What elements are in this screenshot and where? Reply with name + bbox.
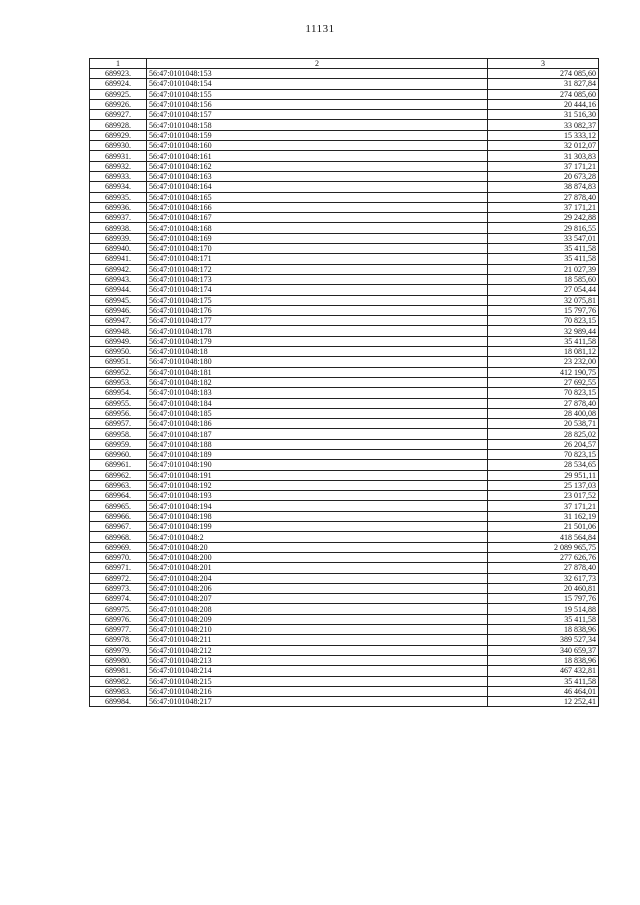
row-number-cell: 689931. <box>90 151 147 161</box>
cadastral-number-cell: 56:47:0101048:162 <box>147 161 488 171</box>
table-row <box>90 408 599 418</box>
table-row <box>90 532 599 542</box>
row-number-cell: 689977. <box>90 625 147 635</box>
table-row <box>90 697 599 707</box>
row-number-cell: 689934. <box>90 182 147 192</box>
cadastral-number-cell: 56:47:0101048:204 <box>147 573 488 583</box>
row-number-cell: 689972. <box>90 573 147 583</box>
cadastral-number-cell: 56:47:0101048:210 <box>147 625 488 635</box>
cadastral-value-cell: 37 171,21 <box>488 501 599 511</box>
table-header <box>90 59 599 69</box>
cadastral-number-cell: 56:47:0101048:216 <box>147 686 488 696</box>
row-number-cell: 689983. <box>90 686 147 696</box>
row-number-cell: 689978. <box>90 635 147 645</box>
cadastral-number-cell: 56:47:0101048:163 <box>147 171 488 181</box>
cadastral-value-cell: 12 252,41 <box>488 697 599 707</box>
table-row <box>90 223 599 233</box>
table-row <box>90 429 599 439</box>
cadastral-value-cell: 20 444,16 <box>488 99 599 109</box>
row-number-cell: 689929. <box>90 130 147 140</box>
cadastral-number-cell: 56:47:0101048:176 <box>147 305 488 315</box>
cadastral-number-cell: 56:47:0101048:213 <box>147 655 488 665</box>
row-number-cell: 689947. <box>90 316 147 326</box>
table-row <box>90 511 599 521</box>
cadastral-value-cell: 25 137,03 <box>488 480 599 490</box>
cadastral-number-cell: 56:47:0101048:208 <box>147 604 488 614</box>
cadastral-value-cell: 467 432,81 <box>488 666 599 676</box>
table-row <box>90 491 599 501</box>
cadastral-number-cell: 56:47:0101048:154 <box>147 79 488 89</box>
cadastral-value-cell: 32 989,44 <box>488 326 599 336</box>
row-number-cell: 689953. <box>90 377 147 387</box>
cadastral-number-cell: 56:47:0101048:183 <box>147 388 488 398</box>
cadastral-value-cell: 2 089 965,75 <box>488 542 599 552</box>
row-number-cell: 689958. <box>90 429 147 439</box>
table-row <box>90 233 599 243</box>
cadastral-number-cell: 56:47:0101048:209 <box>147 614 488 624</box>
row-number-cell: 689940. <box>90 244 147 254</box>
row-number-cell: 689970. <box>90 552 147 562</box>
row-number-cell: 689971. <box>90 563 147 573</box>
table-row <box>90 625 599 635</box>
table-row <box>90 563 599 573</box>
table-row <box>90 552 599 562</box>
cadastral-value-cell: 29 951,11 <box>488 470 599 480</box>
cadastral-number-cell: 56:47:0101048:207 <box>147 594 488 604</box>
cadastral-number-cell: 56:47:0101048:211 <box>147 635 488 645</box>
cadastral-number-cell: 56:47:0101048:168 <box>147 223 488 233</box>
row-number-cell: 689933. <box>90 171 147 181</box>
row-number-cell: 689965. <box>90 501 147 511</box>
cadastral-value-cell: 15 333,12 <box>488 130 599 140</box>
cadastral-value-cell: 29 242,88 <box>488 213 599 223</box>
cadastral-value-cell: 37 171,21 <box>488 202 599 212</box>
table-row <box>90 264 599 274</box>
table-row <box>90 99 599 109</box>
cadastral-number-cell: 56:47:0101048:177 <box>147 316 488 326</box>
row-number-cell: 689981. <box>90 666 147 676</box>
table-row <box>90 347 599 357</box>
cadastral-number-cell: 56:47:0101048:184 <box>147 398 488 408</box>
table-row <box>90 542 599 552</box>
table-row <box>90 274 599 284</box>
cadastral-number-cell: 56:47:0101048:158 <box>147 120 488 130</box>
table-row <box>90 192 599 202</box>
cadastral-number-cell: 56:47:0101048:171 <box>147 254 488 264</box>
table-row <box>90 161 599 171</box>
cadastral-number-cell: 56:47:0101048:153 <box>147 69 488 79</box>
cadastral-value-cell: 28 400,08 <box>488 408 599 418</box>
row-number-cell: 689976. <box>90 614 147 624</box>
cadastral-number-cell: 56:47:0101048:179 <box>147 336 488 346</box>
row-number-cell: 689974. <box>90 594 147 604</box>
cadastral-value-cell: 28 534,65 <box>488 460 599 470</box>
cadastral-number-cell: 56:47:0101048:161 <box>147 151 488 161</box>
row-number-cell: 689968. <box>90 532 147 542</box>
cadastral-number-cell: 56:47:0101048:178 <box>147 326 488 336</box>
cadastral-number-cell: 56:47:0101048:164 <box>147 182 488 192</box>
table-row <box>90 666 599 676</box>
cadastral-value-cell: 70 823,15 <box>488 316 599 326</box>
cadastral-value-cell: 18 838,96 <box>488 655 599 665</box>
table-row <box>90 244 599 254</box>
table-row <box>90 151 599 161</box>
cadastral-number-cell: 56:47:0101048:172 <box>147 264 488 274</box>
table-row <box>90 69 599 79</box>
row-number-cell: 689928. <box>90 120 147 130</box>
table-row <box>90 655 599 665</box>
cadastral-number-cell: 56:47:0101048:189 <box>147 449 488 459</box>
table-row <box>90 89 599 99</box>
cadastral-value-cell: 18 081,12 <box>488 347 599 357</box>
row-number-cell: 689939. <box>90 233 147 243</box>
row-number-cell: 689969. <box>90 542 147 552</box>
cadastral-value-cell: 27 692,55 <box>488 377 599 387</box>
table-body <box>90 69 599 707</box>
cadastral-number-cell: 56:47:0101048:192 <box>147 480 488 490</box>
cadastral-number-cell: 56:47:0101048:191 <box>147 470 488 480</box>
table-row <box>90 676 599 686</box>
table-row <box>90 110 599 120</box>
row-number-cell: 689935. <box>90 192 147 202</box>
table-row <box>90 285 599 295</box>
cadastral-number-cell: 56:47:0101048:194 <box>147 501 488 511</box>
row-number-cell: 689948. <box>90 326 147 336</box>
cadastral-value-table <box>89 58 599 707</box>
cadastral-value-cell: 277 626,76 <box>488 552 599 562</box>
table-row <box>90 449 599 459</box>
cadastral-number-cell: 56:47:0101048:170 <box>147 244 488 254</box>
cadastral-number-cell: 56:47:0101048:185 <box>147 408 488 418</box>
cadastral-number-cell: 56:47:0101048:157 <box>147 110 488 120</box>
cadastral-number-cell: 56:47:0101048:169 <box>147 233 488 243</box>
cadastral-value-cell: 31 516,30 <box>488 110 599 120</box>
cadastral-value-cell: 31 303,83 <box>488 151 599 161</box>
cadastral-value-cell: 27 878,40 <box>488 563 599 573</box>
row-number-cell: 689927. <box>90 110 147 120</box>
cadastral-number-cell: 56:47:0101048:212 <box>147 645 488 655</box>
cadastral-number-cell: 56:47:0101048:206 <box>147 583 488 593</box>
row-number-cell: 689957. <box>90 419 147 429</box>
cadastral-value-cell: 37 171,21 <box>488 161 599 171</box>
cadastral-value-cell: 31 827,84 <box>488 79 599 89</box>
cadastral-value-cell: 27 054,44 <box>488 285 599 295</box>
row-number-cell: 689963. <box>90 480 147 490</box>
table-row <box>90 470 599 480</box>
cadastral-value-cell: 29 816,55 <box>488 223 599 233</box>
cadastral-value-cell: 33 547,01 <box>488 233 599 243</box>
row-number-cell: 689973. <box>90 583 147 593</box>
column-header-value: 3 <box>488 59 599 69</box>
column-header-cadastral-number: 2 <box>147 59 488 69</box>
cadastral-value-cell: 15 797,76 <box>488 594 599 604</box>
cadastral-value-cell: 418 564,84 <box>488 532 599 542</box>
row-number-cell: 689941. <box>90 254 147 264</box>
cadastral-number-cell: 56:47:0101048:174 <box>147 285 488 295</box>
cadastral-value-cell: 35 411,58 <box>488 336 599 346</box>
table-row <box>90 141 599 151</box>
row-number-cell: 689925. <box>90 89 147 99</box>
cadastral-value-cell: 274 085,60 <box>488 89 599 99</box>
row-number-cell: 689954. <box>90 388 147 398</box>
cadastral-value-cell: 31 162,19 <box>488 511 599 521</box>
cadastral-number-cell: 56:47:0101048:186 <box>147 419 488 429</box>
table-row <box>90 594 599 604</box>
row-number-cell: 689932. <box>90 161 147 171</box>
cadastral-number-cell: 56:47:0101048:166 <box>147 202 488 212</box>
cadastral-number-cell: 56:47:0101048:217 <box>147 697 488 707</box>
cadastral-value-cell: 19 514,88 <box>488 604 599 614</box>
table-row <box>90 419 599 429</box>
cadastral-value-cell: 18 585,60 <box>488 274 599 284</box>
cadastral-number-cell: 56:47:0101048:200 <box>147 552 488 562</box>
table-row <box>90 254 599 264</box>
cadastral-number-cell: 56:47:0101048:18 <box>147 347 488 357</box>
table-row <box>90 480 599 490</box>
table-row <box>90 130 599 140</box>
cadastral-number-cell: 56:47:0101048:214 <box>147 666 488 676</box>
table-row <box>90 295 599 305</box>
cadastral-number-cell: 56:47:0101048:165 <box>147 192 488 202</box>
table-row <box>90 357 599 367</box>
cadastral-value-cell: 412 190,75 <box>488 367 599 377</box>
table-row <box>90 439 599 449</box>
row-number-cell: 689964. <box>90 491 147 501</box>
table-row <box>90 367 599 377</box>
row-number-cell: 689980. <box>90 655 147 665</box>
cadastral-number-cell: 56:47:0101048:199 <box>147 522 488 532</box>
row-number-cell: 689967. <box>90 522 147 532</box>
cadastral-number-cell: 56:47:0101048:175 <box>147 295 488 305</box>
cadastral-value-cell: 389 527,34 <box>488 635 599 645</box>
cadastral-value-cell: 32 617,73 <box>488 573 599 583</box>
cadastral-value-cell: 23 232,00 <box>488 357 599 367</box>
row-number-cell: 689943. <box>90 274 147 284</box>
table-row <box>90 213 599 223</box>
row-number-cell: 689960. <box>90 449 147 459</box>
cadastral-number-cell: 56:47:0101048:180 <box>147 357 488 367</box>
cadastral-number-cell: 56:47:0101048:167 <box>147 213 488 223</box>
table-row <box>90 316 599 326</box>
cadastral-number-cell: 56:47:0101048:181 <box>147 367 488 377</box>
table-row <box>90 460 599 470</box>
row-number-cell: 689955. <box>90 398 147 408</box>
column-header-number: 1 <box>90 59 147 69</box>
cadastral-number-cell: 56:47:0101048:20 <box>147 542 488 552</box>
table-row <box>90 388 599 398</box>
cadastral-number-cell: 56:47:0101048:215 <box>147 676 488 686</box>
row-number-cell: 689956. <box>90 408 147 418</box>
cadastral-number-cell: 56:47:0101048:155 <box>147 89 488 99</box>
cadastral-value-cell: 18 838,96 <box>488 625 599 635</box>
table-row <box>90 635 599 645</box>
row-number-cell: 689975. <box>90 604 147 614</box>
table-row <box>90 202 599 212</box>
row-number-cell: 689924. <box>90 79 147 89</box>
cadastral-value-cell: 27 878,40 <box>488 398 599 408</box>
row-number-cell: 689942. <box>90 264 147 274</box>
table-row <box>90 614 599 624</box>
row-number-cell: 689945. <box>90 295 147 305</box>
cadastral-value-cell: 32 075,81 <box>488 295 599 305</box>
row-number-cell: 689966. <box>90 511 147 521</box>
cadastral-number-cell: 56:47:0101048:188 <box>147 439 488 449</box>
row-number-cell: 689962. <box>90 470 147 480</box>
table-row <box>90 604 599 614</box>
cadastral-value-cell: 35 411,58 <box>488 244 599 254</box>
table-row <box>90 171 599 181</box>
cadastral-number-cell: 56:47:0101048:156 <box>147 99 488 109</box>
row-number-cell: 689984. <box>90 697 147 707</box>
cadastral-value-cell: 35 411,58 <box>488 254 599 264</box>
cadastral-number-cell: 56:47:0101048:2 <box>147 532 488 542</box>
cadastral-value-cell: 20 460,81 <box>488 583 599 593</box>
table-row <box>90 686 599 696</box>
cadastral-value-cell: 26 204,57 <box>488 439 599 449</box>
row-number-cell: 689982. <box>90 676 147 686</box>
cadastral-value-cell: 33 082,37 <box>488 120 599 130</box>
cadastral-number-cell: 56:47:0101048:190 <box>147 460 488 470</box>
cadastral-number-cell: 56:47:0101048:201 <box>147 563 488 573</box>
row-number-cell: 689951. <box>90 357 147 367</box>
row-number-cell: 689923. <box>90 69 147 79</box>
row-number-cell: 689944. <box>90 285 147 295</box>
cadastral-value-cell: 38 874,83 <box>488 182 599 192</box>
cadastral-value-cell: 21 501,06 <box>488 522 599 532</box>
table-row <box>90 398 599 408</box>
row-number-cell: 689961. <box>90 460 147 470</box>
cadastral-value-cell: 35 411,58 <box>488 676 599 686</box>
cadastral-value-cell: 46 464,01 <box>488 686 599 696</box>
row-number-cell: 689926. <box>90 99 147 109</box>
cadastral-value-cell: 20 673,28 <box>488 171 599 181</box>
row-number-cell: 689938. <box>90 223 147 233</box>
row-number-cell: 689950. <box>90 347 147 357</box>
row-number-cell: 689949. <box>90 336 147 346</box>
table-row <box>90 573 599 583</box>
cadastral-number-cell: 56:47:0101048:160 <box>147 141 488 151</box>
cadastral-value-cell: 274 085,60 <box>488 69 599 79</box>
cadastral-value-cell: 23 017,52 <box>488 491 599 501</box>
cadastral-number-cell: 56:47:0101048:159 <box>147 130 488 140</box>
cadastral-value-cell: 340 659,37 <box>488 645 599 655</box>
table-row <box>90 501 599 511</box>
cadastral-number-cell: 56:47:0101048:182 <box>147 377 488 387</box>
cadastral-value-cell: 21 027,39 <box>488 264 599 274</box>
cadastral-value-cell: 70 823,15 <box>488 388 599 398</box>
table-row <box>90 326 599 336</box>
table-row <box>90 522 599 532</box>
cadastral-value-cell: 20 538,71 <box>488 419 599 429</box>
table-row <box>90 305 599 315</box>
cadastral-value-cell: 35 411,58 <box>488 614 599 624</box>
row-number-cell: 689930. <box>90 141 147 151</box>
cadastral-number-cell: 56:47:0101048:173 <box>147 274 488 284</box>
cadastral-value-cell: 28 825,02 <box>488 429 599 439</box>
table-row <box>90 120 599 130</box>
table-row <box>90 182 599 192</box>
cadastral-value-cell: 27 878,40 <box>488 192 599 202</box>
table-row <box>90 79 599 89</box>
table-row <box>90 583 599 593</box>
row-number-cell: 689946. <box>90 305 147 315</box>
row-number-cell: 689952. <box>90 367 147 377</box>
table-row <box>90 377 599 387</box>
cadastral-number-cell: 56:47:0101048:198 <box>147 511 488 521</box>
cadastral-value-cell: 32 012,07 <box>488 141 599 151</box>
page-number: 11131 <box>305 23 335 35</box>
table-row <box>90 645 599 655</box>
row-number-cell: 689936. <box>90 202 147 212</box>
cadastral-value-cell: 15 797,76 <box>488 305 599 315</box>
row-number-cell: 689937. <box>90 213 147 223</box>
table-row <box>90 336 599 346</box>
row-number-cell: 689979. <box>90 645 147 655</box>
row-number-cell: 689959. <box>90 439 147 449</box>
header-row <box>90 59 599 69</box>
cadastral-number-cell: 56:47:0101048:193 <box>147 491 488 501</box>
cadastral-value-cell: 70 823,15 <box>488 449 599 459</box>
cadastral-number-cell: 56:47:0101048:187 <box>147 429 488 439</box>
